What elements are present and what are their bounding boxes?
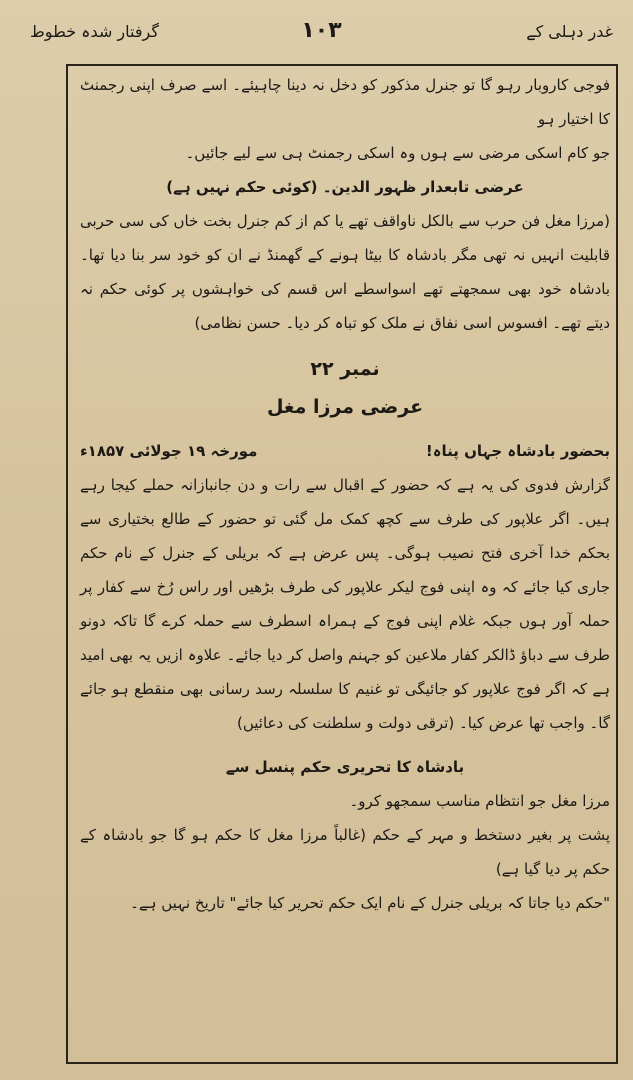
- editor-note: (مرزا مغل فن حرب سے بالکل ناواقف تھے یا کم از کم جنرل بخت خاں کی سی حربی قابلیت انہیں نہ تھی مگر بادشاہ کا بیٹا ہونے کے گھمنڈ نے ان کو خود سر بنا دیا تھا۔ بادشاہ خود بھی سمجھتے تھے اسواسطے اس قسم کی خواہشوں پر کوئی حکم نہ دیتے تھے۔ افسوس اسی نفاق نے ملک کو تباہ کر دیا۔ حسن نظامی): [80, 212, 610, 332]
- spacer: [80, 740, 610, 750]
- page-number: ۱۰۳: [301, 18, 342, 43]
- address: بحضور بادشاہ جہاں پناہ!: [425, 442, 610, 460]
- section-title: عرضی مرزا مغل: [266, 396, 424, 418]
- page-header: [30, 18, 613, 52]
- back-note: پشت پر بغیر دستخط و مہر کے حکم (غالباً مرزا مغل کا حکم ہو گا جو بادشاہ کے حکم پر دیا گیا ہے): [80, 826, 610, 878]
- intro-line-1: فوجی کاروبار رہو گا تو جنرل مذکور کو دخل نہ دینا چاہیئے۔ اسے صرف اپنی رجمنٹ کا اختیار ہو: [80, 76, 610, 128]
- running-title-left: گرفتار شدہ خطوط: [30, 22, 159, 41]
- final-note: "حکم دیا جاتا کہ بریلی جنرل کے نام ایک حکم تحریر کیا جائے" تاریخ نہیں ہے۔: [130, 894, 610, 912]
- petition-body: گزارش فدوی کی یہ ہے کہ حضور کے اقبال سے رات و دن جانبازانہ حملے کیجا رہے ہیں۔ اگر علاپور کی طرف سے کچھ کمک مل گئی تو حضور کے طالع بختیاری سے بحکم خدا آخری فتح نصیب ہوگی۔ پس عرض ہے کہ بریلی کے جنرل کے نام حکم جاری کیا جائے کہ وہ اپنی فوج لیکر علاپور کی طرف بڑھیں اور راس رُخ سے کفار پر حملہ آور ہوں جبکہ غلام اپنی فوج کے ہمراہ اسطرف سے حملہ کرے گا تاکہ دونو طرف سے دباؤ ڈالکر کفار ملاعین کو جہنم واصل کر دیا جائے۔ علاوہ ازیں یہ بھی امید ہے کہ اگر فوج علاپور کو جائیگی تو غنیم کا سلسلہ رسد رسانی بھی منقطع ہو جائے گا۔ واجب تھا عرض کیا۔ (ترقی دولت و سلطنت کی دعائیں): [80, 476, 610, 732]
- intro-line-2: جو کام اسکی مرضی سے ہوں وہ اسکی رجمنٹ ہی سے لیے جائیں۔: [185, 144, 610, 162]
- running-title-right: غدر دہلی کے: [526, 22, 613, 41]
- intro-line-3: عرضی تابعدار ظہور الدین۔ (کوئی حکم نہیں ہے): [166, 178, 524, 196]
- royal-order: مرزا مغل جو انتظام مناسب سمجھو کرو۔: [349, 792, 610, 810]
- date: مورخہ ۱۹ جولائی ۱۸۵۷ء: [80, 442, 258, 460]
- address-line: [80, 434, 610, 468]
- royal-order-heading: بادشاہ کا تحریری حکم پنسل سے: [225, 758, 465, 776]
- section-number: نمبر ۲۲: [310, 358, 380, 380]
- page-content: [80, 68, 610, 920]
